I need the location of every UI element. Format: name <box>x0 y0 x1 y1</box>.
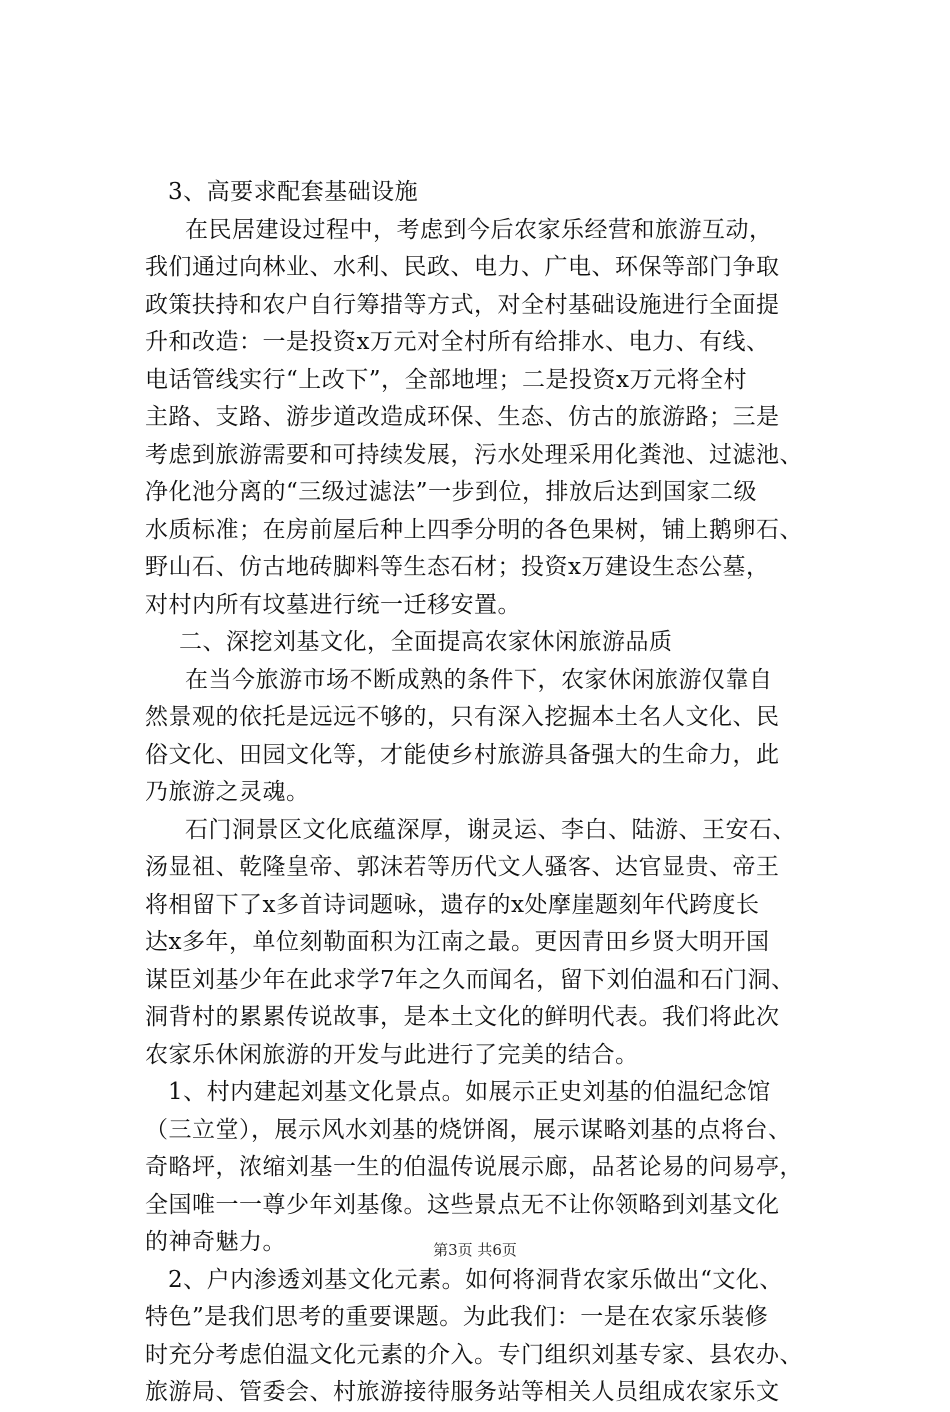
paragraph-line: 考虑到旅游需要和可持续发展，污水处理采用化粪池、过滤池、 <box>145 441 803 468</box>
paragraph-line: 达x多年，单位刻勒面积为江南之最。更因青田乡贤大明开国 <box>145 929 770 955</box>
paragraph-line: 野山石、仿古地砖脚料等生态石材；投资x万建设生态公墓， <box>145 554 770 580</box>
paragraph-line: 在民居建设过程中，考虑到今后农家乐经营和旅游互动， <box>185 216 773 243</box>
paragraph-line: 谋臣刘基少年在此求学7年之久而闻名，留下刘伯温和石门洞、 <box>145 966 795 993</box>
paragraph-line: 乃旅游之灵魂。 <box>145 779 310 805</box>
paragraph-line: 升和改造：一是投资x万元对全村所有给排水、电力、有线、 <box>145 329 770 355</box>
paragraph-line: 主路、支路、游步道改造成环保、生态、仿古的旅游路；三是 <box>145 404 780 430</box>
paragraph-line: 将相留下了x多首诗词题咏，遗存的x处摩崖题刻年代跨度长 <box>145 891 760 918</box>
paragraph-line: 时充分考虑伯温文化元素的介入。专门组织刘基专家、县农办、 <box>145 1341 803 1368</box>
list-item-culture-elements: 2、户内渗透刘基文化元素。如何将洞背农家乐做出“文化、 <box>168 1266 783 1293</box>
paragraph-line: 石门洞景区文化底蕴深厚，谢灵运、李白、陆游、王安石、 <box>185 816 796 843</box>
paragraph-line: 俗文化、田园文化等，才能使乡村旅游具备强大的生命力，此 <box>145 741 780 768</box>
page-footer: 第3页 共6页 <box>433 1241 517 1259</box>
section-heading-liuji-culture: 二、深挖刘基文化，全面提高农家休闲旅游品质 <box>179 629 673 655</box>
paragraph-line: 农家乐休闲旅游的开发与此进行了完美的结合。 <box>145 1041 639 1068</box>
section-heading-infrastructure: 3、高要求配套基础设施 <box>168 179 419 205</box>
paragraph-line: 奇略坪，浓缩刘基一生的伯温传说展示廊，品茗论易的问易亭， <box>145 1154 803 1180</box>
paragraph-line: 对村内所有坟墓进行统一迁移安置。 <box>145 591 521 618</box>
paragraph-line: 汤显祖、乾隆皇帝、郭沫若等历代文人骚客、达官显贵、帝王 <box>145 854 780 880</box>
paragraph-line: 的神奇魅力。 <box>145 1229 286 1255</box>
paragraph-line: 然景观的依托是远远不够的，只有深入挖掘本土名人文化、民 <box>145 704 780 730</box>
paragraph-line: 政策扶持和农户自行筹措等方式，对全村基础设施进行全面提 <box>145 291 780 318</box>
paragraph-line: 在当今旅游市场不断成熟的条件下，农家休闲旅游仅靠自 <box>185 666 773 693</box>
paragraph-line: 我们通过向林业、水利、民政、电力、广电、环保等部门争取 <box>145 254 780 280</box>
paragraph-line: （三立堂），展示风水刘基的烧饼阁，展示谋略刘基的点将台、 <box>145 1116 792 1143</box>
document-body <box>145 174 835 1412</box>
paragraph-line: 水质标准；在房前屋后种上四季分明的各色果树，铺上鹅卵石、 <box>145 516 803 543</box>
paragraph-line: 净化池分离的“三级过滤法”一步到位，排放后达到国家二级 <box>145 479 758 505</box>
paragraph-line: 全国唯一一尊少年刘基像。这些景点无不让你领略到刘基文化 <box>145 1191 780 1218</box>
paragraph-line: 洞背村的累累传说故事，是本土文化的鲜明代表。我们将此次 <box>145 1004 780 1030</box>
list-item-scenic-spots: 1、村内建起刘基文化景点。如展示正史刘基的伯温纪念馆 <box>168 1079 771 1105</box>
paragraph-line: 电话管线实行“上改下”，全部地埋；二是投资x万元将全村 <box>145 366 747 393</box>
paragraph-line: 旅游局、管委会、村旅游接待服务站等相关人员组成农家乐文 <box>145 1379 780 1405</box>
paragraph-line: 特色”是我们思考的重要课题。为此我们：一是在农家乐装修 <box>145 1304 769 1330</box>
